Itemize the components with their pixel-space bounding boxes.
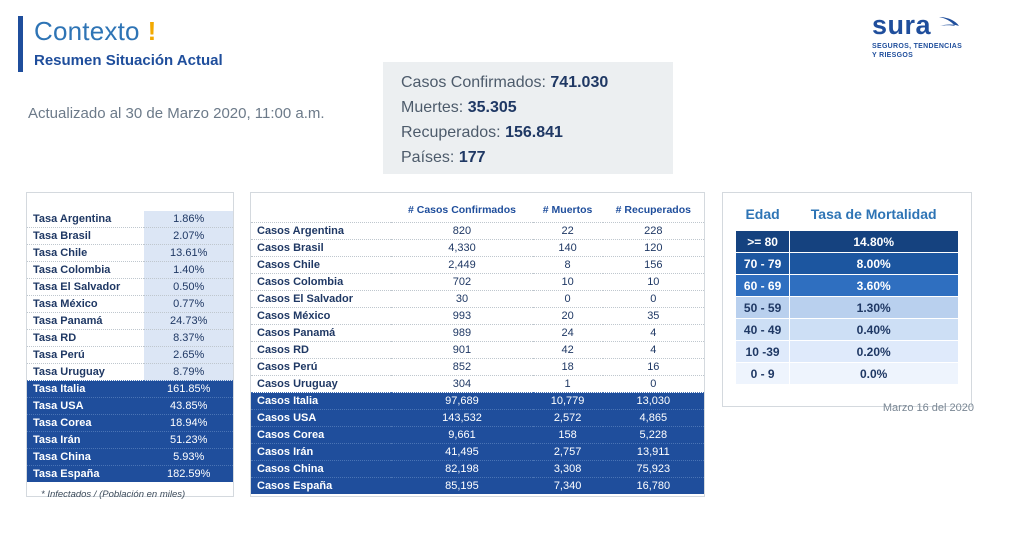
casos-country-label: Casos Italia [251, 393, 391, 410]
table-row [251, 376, 704, 393]
tasa-country-label: Tasa El Salvador [27, 279, 144, 296]
page-subtitle: Resumen Situación Actual [34, 52, 223, 69]
casos-recuperados-value: 16 [603, 359, 704, 376]
casos-confirmados-value: 9,661 [391, 427, 532, 444]
casos-recuperados-value: 13,030 [603, 393, 704, 410]
table-row [251, 461, 704, 478]
casos-recuperados-value: 10 [603, 274, 704, 291]
table-row [736, 319, 958, 341]
mortalidad-tasa-value: 3.60% [789, 275, 958, 297]
table-row [251, 240, 704, 257]
table-row [251, 393, 704, 410]
tasa-value: 18.94% [144, 415, 233, 432]
tasa-country-label: Tasa Perú [27, 347, 144, 364]
table-row [736, 253, 958, 275]
tasa-value: 2.65% [144, 347, 233, 364]
mortalidad-tasa-value: 0.0% [789, 363, 958, 385]
casos-confirmados-value: 304 [391, 376, 532, 393]
tasa-footnote: * Infectados / (Población en miles) [41, 489, 186, 500]
tasa-value: 161.85% [144, 381, 233, 398]
tasa-country-label: Tasa España [27, 466, 144, 483]
table-row [27, 211, 233, 228]
table-row [27, 347, 233, 364]
table-row [27, 279, 233, 296]
casos-country-label: Casos México [251, 308, 391, 325]
casos-confirmados-value: 4,330 [391, 240, 532, 257]
casos-panel [250, 192, 705, 497]
casos-muertos-value: 42 [533, 342, 603, 359]
summary-confirmados-label: Casos Confirmados: [401, 74, 546, 91]
casos-recuperados-value: 35 [603, 308, 704, 325]
tasa-value: 1.86% [144, 211, 233, 228]
casos-muertos-value: 22 [533, 223, 603, 240]
table-row [27, 415, 233, 432]
title-accent-bar [18, 16, 23, 72]
page-title-text: Contexto [34, 16, 140, 46]
tasa-country-label: Tasa Panamá [27, 313, 144, 330]
mortalidad-date: Marzo 16 del 2020 [882, 402, 974, 414]
mortalidad-tasa-value: 8.00% [789, 253, 958, 275]
mortalidad-tasa-value: 0.20% [789, 341, 958, 363]
mortalidad-edad-value: 40 - 49 [736, 319, 789, 341]
summary-recuperados-value: 156.841 [505, 124, 563, 141]
casos-table [251, 201, 704, 494]
mortalidad-table [735, 205, 958, 385]
logo-tagline-line1: SEGUROS, TENDENCIAS [872, 43, 963, 50]
mortalidad-header-edad: Edad [745, 206, 780, 222]
tasa-value: 24.73% [144, 313, 233, 330]
mortalidad-edad-value: 10 -39 [736, 341, 789, 363]
mortalidad-tasa-value: 0.40% [789, 319, 958, 341]
table-row [251, 410, 704, 427]
table-row [251, 359, 704, 376]
casos-country-label: Casos Corea [251, 427, 391, 444]
table-row [251, 257, 704, 274]
casos-confirmados-value: 97,689 [391, 393, 532, 410]
tasa-country-label: Tasa Argentina [33, 213, 112, 225]
mortalidad-edad-value: 0 - 9 [736, 363, 789, 385]
casos-confirmados-value: 82,198 [391, 461, 532, 478]
table-row [251, 325, 704, 342]
casos-recuperados-value: 4 [603, 325, 704, 342]
tasa-country-label: Tasa Brasil [27, 228, 144, 245]
summary-paises-label: Países: [401, 149, 455, 166]
mortalidad-tasa-value: 14.80% [789, 231, 958, 253]
tasa-country-label: Tasa Chile [27, 245, 144, 262]
casos-country-label: Casos Colombia [251, 274, 391, 291]
tasa-value: 2.07% [144, 228, 233, 245]
casos-confirmados-value: 41,495 [391, 444, 532, 461]
summary-recuperados [401, 124, 673, 142]
tasa-value: 182.59% [144, 466, 233, 483]
logo-tagline [872, 43, 1002, 61]
tasa-value: 0.50% [144, 279, 233, 296]
casos-muertos-value: 0 [533, 291, 603, 308]
casos-country-label: Casos USA [251, 410, 391, 427]
casos-muertos-value: 10,779 [533, 393, 603, 410]
casos-recuperados-value: 4,865 [603, 410, 704, 427]
summary-box [383, 62, 673, 174]
casos-column-header [251, 201, 391, 223]
tasa-country-label: Tasa RD [27, 330, 144, 347]
table-row [251, 427, 704, 444]
summary-muertes-value: 35.305 [467, 99, 517, 116]
casos-recuperados-value: 228 [603, 223, 704, 240]
casos-muertos-value: 8 [533, 257, 603, 274]
table-row [251, 274, 704, 291]
casos-column-header: # Casos Confirmados [408, 204, 516, 216]
table-row [27, 296, 233, 313]
table-row [27, 466, 233, 483]
swoosh-icon [938, 14, 960, 41]
tasa-country-label: Tasa México [27, 296, 144, 313]
tasa-country-label: Tasa Italia [27, 381, 144, 398]
casos-confirmados-value: 901 [391, 342, 532, 359]
tasa-value: 1.40% [144, 262, 233, 279]
tasa-value: 5.93% [144, 449, 233, 466]
table-row [27, 262, 233, 279]
casos-muertos-value: 2,572 [533, 410, 603, 427]
tasa-value: 51.23% [144, 432, 233, 449]
mortalidad-panel [722, 192, 972, 407]
casos-recuperados-value: 0 [603, 376, 704, 393]
tasa-country-label: Tasa USA [27, 398, 144, 415]
mortalidad-header-tasa: Tasa de Mortalidad [810, 206, 937, 222]
casos-country-label: Casos China [251, 461, 391, 478]
table-row [736, 275, 958, 297]
last-updated-text: Actualizado al 30 de Marzo 2020, 11:00 a.m. [28, 105, 325, 122]
tasa-value: 8.79% [144, 364, 233, 381]
casos-country-label: Casos El Salvador [251, 291, 391, 308]
title-exclamation: ! [147, 16, 157, 46]
casos-recuperados-value: 156 [603, 257, 704, 274]
tasa-country-label: Tasa Colombia [27, 262, 144, 279]
tasa-table [27, 211, 233, 482]
casos-confirmados-value: 989 [391, 325, 532, 342]
casos-country-label: Casos España [251, 478, 391, 495]
table-row [251, 444, 704, 461]
summary-paises [401, 149, 673, 167]
casos-country-label: Casos RD [251, 342, 391, 359]
table-row [251, 342, 704, 359]
casos-country-label: Casos Uruguay [251, 376, 391, 393]
casos-country-label: Casos Argentina [251, 223, 391, 240]
casos-confirmados-value: 820 [391, 223, 532, 240]
page-title [34, 16, 157, 47]
summary-recuperados-label: Recuperados: [401, 124, 501, 141]
logo-wordmark: sura [872, 10, 932, 40]
table-row [27, 398, 233, 415]
table-row [27, 228, 233, 245]
tasa-country-label: Tasa China [27, 449, 144, 466]
table-row [251, 291, 704, 308]
table-row [27, 432, 233, 449]
casos-confirmados-value: 993 [391, 308, 532, 325]
summary-confirmados [401, 74, 673, 92]
table-row [27, 330, 233, 347]
casos-header-row [251, 201, 704, 223]
casos-confirmados-value: 85,195 [391, 478, 532, 495]
sura-logo [872, 10, 1002, 61]
mortalidad-tasa-value: 1.30% [789, 297, 958, 319]
mortalidad-edad-value: 60 - 69 [736, 275, 789, 297]
table-row [736, 231, 958, 253]
casos-recuperados-value: 4 [603, 342, 704, 359]
casos-column-header: # Recuperados [615, 204, 691, 216]
table-row [251, 478, 704, 495]
tasa-value: 0.77% [144, 296, 233, 313]
tasa-value: 8.37% [144, 330, 233, 347]
mortalidad-edad-value: 50 - 59 [736, 297, 789, 319]
casos-confirmados-value: 2,449 [391, 257, 532, 274]
table-row [27, 381, 233, 398]
casos-country-label: Casos Perú [251, 359, 391, 376]
casos-country-label: Casos Brasil [251, 240, 391, 257]
casos-muertos-value: 24 [533, 325, 603, 342]
summary-confirmados-value: 741.030 [550, 74, 609, 91]
tasa-country-label: Tasa Uruguay [27, 364, 144, 381]
casos-country-label: Casos Chile [251, 257, 391, 274]
table-row [27, 364, 233, 381]
table-row [27, 449, 233, 466]
casos-muertos-value: 18 [533, 359, 603, 376]
table-row [251, 308, 704, 325]
casos-muertos-value: 10 [533, 274, 603, 291]
casos-recuperados-value: 16,780 [603, 478, 704, 495]
table-row [27, 245, 233, 262]
casos-muertos-value: 3,308 [533, 461, 603, 478]
table-row [736, 363, 958, 385]
casos-muertos-value: 7,340 [533, 478, 603, 495]
tasa-value: 13.61% [144, 245, 233, 262]
casos-confirmados-value: 702 [391, 274, 532, 291]
mortalidad-edad-value: >= 80 [736, 231, 789, 253]
casos-column-header: # Muertos [542, 204, 593, 216]
casos-muertos-value: 2,757 [533, 444, 603, 461]
tasa-country-label: Tasa Irán [27, 432, 144, 449]
casos-confirmados-value: 30 [391, 291, 532, 308]
mortalidad-edad-value: 70 - 79 [736, 253, 789, 275]
tasa-country-label: Tasa Corea [27, 415, 144, 432]
summary-muertes [401, 99, 673, 117]
casos-recuperados-value: 0 [603, 291, 704, 308]
tasa-infeccion-panel [26, 192, 234, 500]
table-row [27, 313, 233, 330]
table-row [251, 223, 704, 240]
casos-muertos-value: 1 [533, 376, 603, 393]
casos-country-label: Casos Irán [251, 444, 391, 461]
table-row [736, 341, 958, 363]
casos-country-label: Casos Panamá [251, 325, 391, 342]
tasa-value: 43.85% [144, 398, 233, 415]
casos-muertos-value: 140 [533, 240, 603, 257]
casos-recuperados-value: 13,911 [603, 444, 704, 461]
casos-muertos-value: 20 [533, 308, 603, 325]
casos-recuperados-value: 5,228 [603, 427, 704, 444]
casos-confirmados-value: 143,532 [391, 410, 532, 427]
table-row [736, 297, 958, 319]
summary-muertes-label: Muertes: [401, 99, 464, 116]
casos-confirmados-value: 852 [391, 359, 532, 376]
casos-muertos-value: 158 [533, 427, 603, 444]
logo-tagline-line2: Y RIESGOS [872, 51, 914, 59]
summary-paises-value: 177 [458, 149, 486, 166]
casos-recuperados-value: 75,923 [603, 461, 704, 478]
casos-recuperados-value: 120 [603, 240, 704, 257]
